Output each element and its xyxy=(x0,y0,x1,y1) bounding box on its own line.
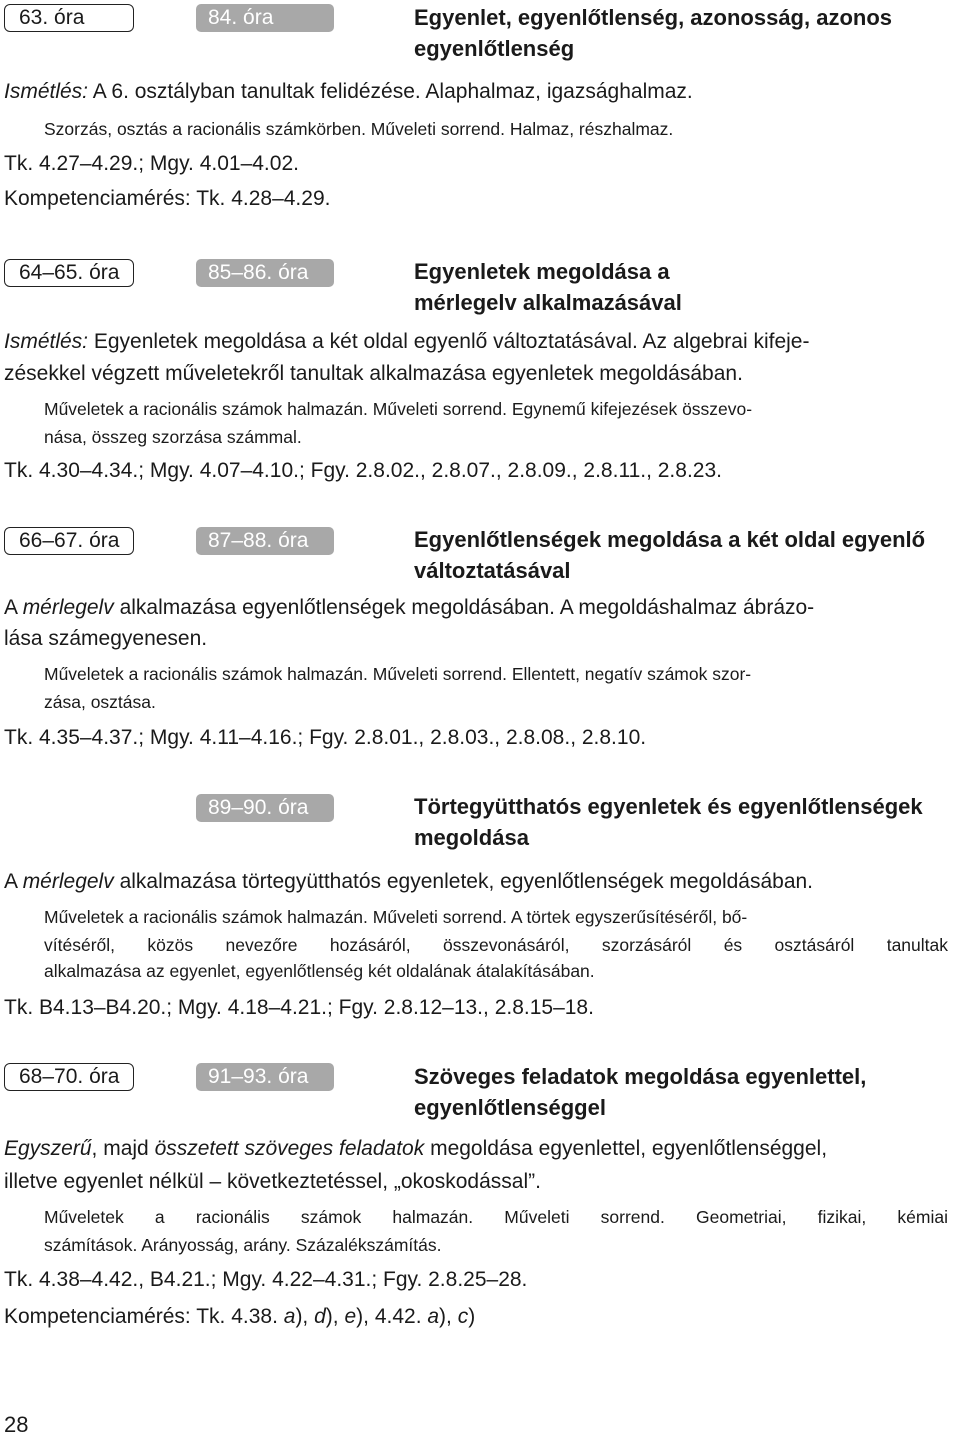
description-line xyxy=(4,870,813,894)
item-letter: a xyxy=(427,1305,440,1328)
lesson-number-badge: 63. óra xyxy=(4,4,134,32)
text: megoldása egyenlettel, egyenlőtlenséggel, xyxy=(424,1137,828,1160)
references: Tk. B4.13–B4.20.; Mgy. 4.18–4.21.; Fgy. 2.8.12–13., 2.8.15–18. xyxy=(4,996,594,1019)
lesson-number-badge-alt: 91–93. óra xyxy=(196,1063,334,1091)
lesson-section xyxy=(0,0,960,210)
repeat-line xyxy=(4,80,693,104)
references: Tk. 4.38–4.42., B4.21.; Mgy. 4.22–4.31.; Fgy. 2.8.25–28. xyxy=(4,1268,528,1291)
description-line-continued: lása számegyenesen. xyxy=(4,627,208,650)
lesson-number-badge: 66–67. óra xyxy=(4,527,134,555)
lesson-number-badge-alt: 85–86. óra xyxy=(196,259,334,287)
text: ), xyxy=(295,1305,315,1328)
description-line-continued: illetve egyenlet nélkül – következtetéssel, „okoskodással”. xyxy=(4,1170,541,1193)
lesson-number-badge-alt: 84. óra xyxy=(196,4,334,32)
repeat-text-continued: zésekkel végzett műveletekről tanultak alkalmazása egyenletek megoldásában. xyxy=(4,362,743,385)
prerequisite-text-continued: alkalmazása az egyenlet, egyenlőtlenség két oldalának átalakításában. xyxy=(44,961,595,981)
lesson-title: Egyenletek megoldása a mérlegelv alkalmazásával xyxy=(414,259,682,315)
lesson-number-badge-alt: 87–88. óra xyxy=(196,527,334,555)
item-letter: d xyxy=(314,1305,326,1328)
prerequisite-text: Műveletek a racionális számok halmazán. Műveleti sorrend. Egynemű kifejezések összevo- xyxy=(44,399,753,419)
lesson-header xyxy=(0,1061,960,1121)
italic-term: Egyszerű xyxy=(4,1137,92,1160)
lesson-number-badge-alt: 89–90. óra xyxy=(196,794,334,822)
text: ) xyxy=(468,1305,476,1328)
item-letter: e xyxy=(344,1305,357,1328)
prerequisite-text-continued: számítások. Arányosság, arány. Százalékszámítás. xyxy=(44,1235,442,1255)
lesson-header xyxy=(0,791,960,851)
lesson-title: Egyenlőtlenségek megoldása a két oldal egyenlő változtatásával xyxy=(414,527,926,583)
competence-text: Kompetenciamérés: Tk. 4.28–4.29. xyxy=(4,187,331,210)
repeat-label: Ismétlés: xyxy=(4,330,89,353)
lesson-header xyxy=(0,0,960,60)
lesson-title: Szöveges feladatok megoldása egyenlettel, egyenlőtlenséggel xyxy=(414,1064,867,1120)
text: A xyxy=(4,596,23,619)
competence-text xyxy=(4,1305,475,1329)
lesson-header xyxy=(0,524,960,584)
description-line xyxy=(4,1137,827,1161)
lesson-title: Egyenlet, egyenlőtlenség, azonosság, azonos egyenlőtlenség xyxy=(414,5,893,61)
description-line xyxy=(4,596,814,620)
prerequisite-text-continued: vítéséről, közös nevezőre hozásáról, összevonásáról, szorzásáról és osztásáról tanultak xyxy=(44,935,948,955)
repeat-text: Egyenletek megoldása a két oldal egyenlő változtatásával. Az algebrai kifeje- xyxy=(88,330,810,353)
lesson-header xyxy=(0,255,960,315)
item-letter: c xyxy=(457,1305,469,1328)
text: , majd xyxy=(91,1137,155,1160)
prerequisite-text: Szorzás, osztás a racionális számkörben. Műveleti sorrend. Halmaz, részhalmaz. xyxy=(44,119,674,139)
prerequisite-text: Műveletek a racionális számok halmazán. Műveleti sorrend. Geometriai, fizikai, kémiai xyxy=(44,1207,948,1227)
lesson-section xyxy=(0,524,960,749)
prerequisite-text: Műveletek a racionális számok halmazán. Műveleti sorrend. Ellentett, negatív számok szor- xyxy=(44,664,752,684)
text: ), xyxy=(325,1305,345,1328)
repeat-line xyxy=(4,330,809,354)
lesson-section xyxy=(0,791,960,1019)
repeat-text: A 6. osztályban tanultak felidézése. Alaphalmaz, igazsághalmaz. xyxy=(88,80,693,103)
italic-term: összetett szöveges feladatok xyxy=(154,1137,425,1160)
italic-term: mérlegelv xyxy=(22,596,114,619)
lesson-number-badge: 68–70. óra xyxy=(4,1063,134,1091)
references: Tk. 4.30–4.34.; Mgy. 4.07–4.10.; Fgy. 2.8.02., 2.8.07., 2.8.09., 2.8.11., 2.8.23. xyxy=(4,459,722,482)
repeat-label: Ismétlés: xyxy=(4,80,89,103)
prerequisite-text-continued: nása, összeg szorzása számmal. xyxy=(44,427,302,447)
references: Tk. 4.27–4.29.; Mgy. 4.01–4.02. xyxy=(4,152,299,175)
lesson-section xyxy=(0,1061,960,1328)
page-number: 28 xyxy=(4,1412,29,1437)
text: Kompetenciamérés: Tk. 4.38. xyxy=(4,1305,284,1328)
lesson-number-badge: 64–65. óra xyxy=(4,259,134,287)
item-letter: a xyxy=(283,1305,296,1328)
prerequisite-text-continued: zása, osztása. xyxy=(44,692,156,712)
lesson-title: Törtegyütthatós egyenletek és egyenlőtlenségek megoldása xyxy=(414,794,923,850)
references: Tk. 4.35–4.37.; Mgy. 4.11–4.16.; Fgy. 2.8.01., 2.8.03., 2.8.08., 2.8.10. xyxy=(4,726,647,749)
text: ), xyxy=(439,1305,458,1328)
text: A xyxy=(4,870,23,893)
prerequisite-text: Műveletek a racionális számok halmazán. Műveleti sorrend. A törtek egyszerűsítéséről, bő- xyxy=(44,907,748,927)
italic-term: mérlegelv xyxy=(22,870,114,893)
text: alkalmazása törtegyütthatós egyenletek, egyenlőtlenségek megoldásában. xyxy=(113,870,814,893)
text: ), 4.42. xyxy=(356,1305,428,1328)
lesson-section xyxy=(0,255,960,482)
text: alkalmazása egyenlőtlenségek megoldásában. A megoldáshalmaz ábrázo- xyxy=(113,596,815,619)
